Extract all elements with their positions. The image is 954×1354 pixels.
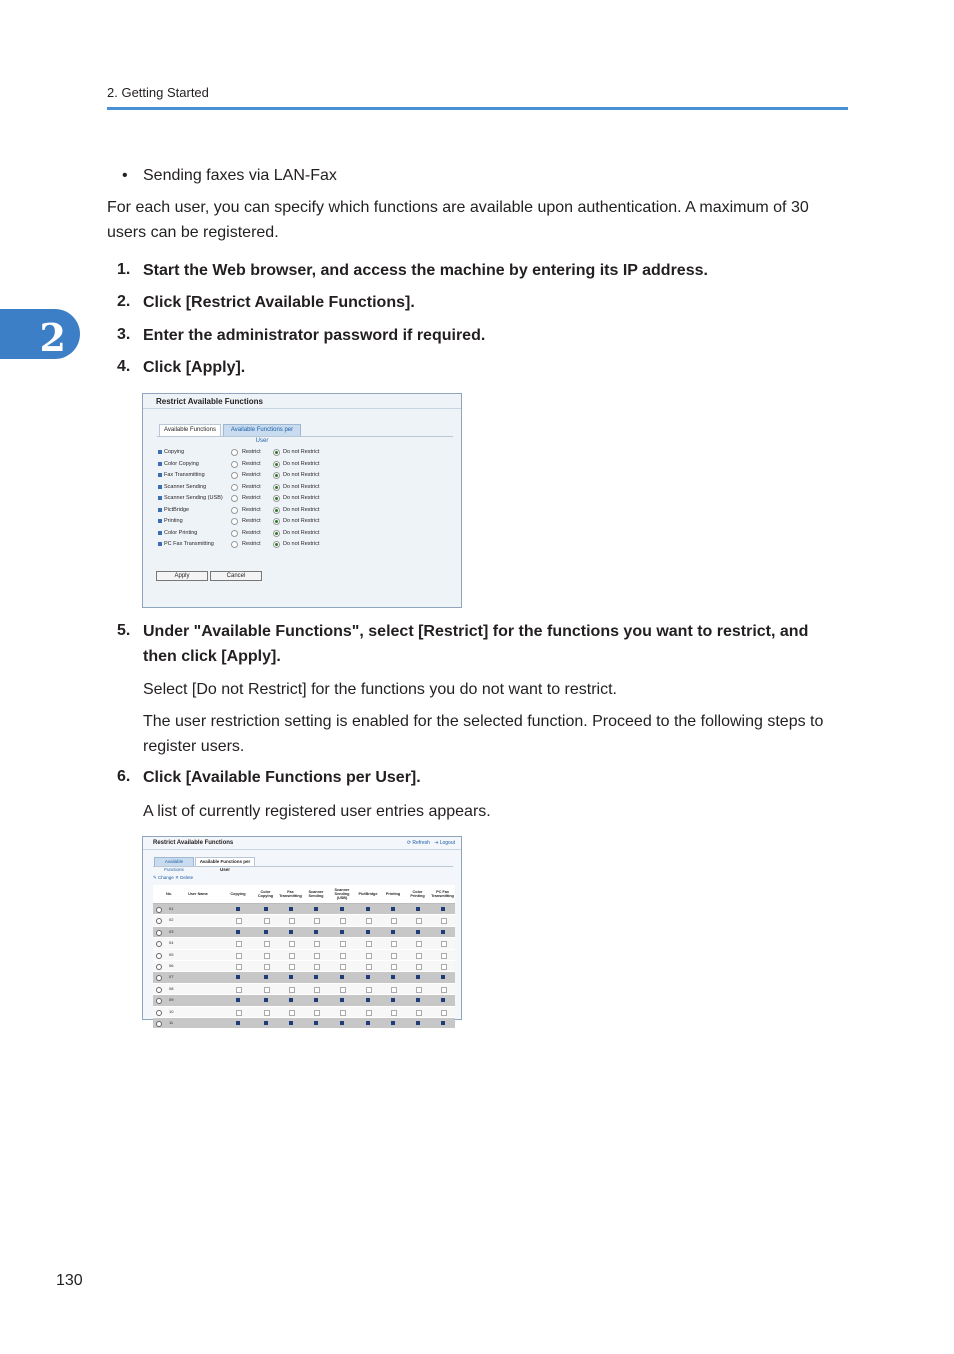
page-number: 130 <box>56 1272 83 1289</box>
step-note: A list of currently registered user entries appears. <box>143 803 491 820</box>
step-text: then click [Apply]. <box>143 648 281 665</box>
row-number: 04 <box>169 940 174 946</box>
row-number: 06 <box>169 962 174 968</box>
function-checkbox[interactable] <box>314 907 318 911</box>
function-checkbox[interactable] <box>416 998 420 1002</box>
do-not-restrict-label: Do not Restrict <box>283 449 320 455</box>
function-checkbox[interactable] <box>391 953 397 959</box>
do-not-restrict-label: Do not Restrict <box>283 529 320 536</box>
do-not-restrict-radio[interactable] <box>273 541 280 548</box>
do-not-restrict-radio[interactable] <box>273 518 280 525</box>
logout-link[interactable]: Logout <box>439 840 455 846</box>
table-row[interactable] <box>153 950 455 961</box>
row-select-radio[interactable] <box>156 998 162 1004</box>
function-checkbox[interactable] <box>391 964 397 970</box>
step-text: Click [Restrict Available Functions]. <box>143 294 415 311</box>
table-row[interactable] <box>153 995 455 1006</box>
table-row[interactable] <box>153 904 455 915</box>
function-checkbox[interactable] <box>340 930 344 934</box>
function-row <box>158 459 358 469</box>
function-checkbox[interactable] <box>314 998 318 1002</box>
refresh-link[interactable]: Refresh <box>412 840 430 846</box>
function-checkbox[interactable] <box>366 907 370 911</box>
row-select-radio[interactable] <box>156 987 162 993</box>
step-number: 6. <box>117 768 131 785</box>
table-row[interactable] <box>153 915 455 926</box>
table-row[interactable] <box>153 984 455 995</box>
function-checkbox[interactable] <box>314 918 320 924</box>
bullet-text: Sending faxes via LAN-Fax <box>143 167 337 184</box>
function-checkbox[interactable] <box>416 941 422 947</box>
function-checkbox[interactable] <box>441 918 447 924</box>
step-note: Select [Do not Restrict] for the functions you do not want to restrict. <box>143 681 617 698</box>
function-checkbox[interactable] <box>289 953 295 959</box>
column-header: Color Copying <box>257 890 274 898</box>
function-checkbox[interactable] <box>314 1010 320 1016</box>
function-checkbox[interactable] <box>264 1010 270 1016</box>
do-not-restrict-radio[interactable] <box>273 484 280 491</box>
function-checkbox[interactable] <box>441 998 445 1002</box>
do-not-restrict-label: Do not Restrict <box>283 506 320 513</box>
column-header: Printing <box>385 892 401 896</box>
function-checkbox[interactable] <box>289 964 295 970</box>
function-checkbox[interactable] <box>416 987 422 993</box>
function-checkbox[interactable] <box>236 941 242 947</box>
bullet-square-icon <box>158 485 162 489</box>
function-checkbox[interactable] <box>264 998 268 1002</box>
function-checkbox[interactable] <box>441 941 447 947</box>
function-checkbox[interactable] <box>416 953 422 959</box>
function-row <box>158 493 358 503</box>
function-checkbox[interactable] <box>289 998 293 1002</box>
function-checkbox[interactable] <box>264 953 270 959</box>
row-select-radio[interactable] <box>156 1010 162 1016</box>
row-number: 01 <box>169 906 174 911</box>
function-checkbox[interactable] <box>289 918 295 924</box>
function-name: Copying <box>164 449 185 455</box>
function-checkbox[interactable] <box>289 1010 295 1016</box>
function-checkbox[interactable] <box>340 998 344 1002</box>
step-text: Enter the administrator password if required. <box>143 327 486 344</box>
function-checkbox[interactable] <box>236 998 240 1002</box>
user-list-screenshot <box>142 836 462 1025</box>
function-checkbox[interactable] <box>340 907 344 911</box>
restrict-label: Restrict <box>242 483 261 490</box>
do-not-restrict-radio[interactable] <box>273 461 280 468</box>
function-name: Scanner Sending <box>164 483 207 490</box>
function-checkbox[interactable] <box>236 930 240 934</box>
intro-line-1: For each user, you can specify which functions are available upon authentication. A maximum of 30 <box>107 199 809 216</box>
function-checkbox[interactable] <box>366 964 372 970</box>
divider <box>143 849 461 850</box>
row-select-radio[interactable] <box>156 941 162 947</box>
function-checkbox[interactable] <box>391 1021 395 1025</box>
restrict-label: Restrict <box>242 518 261 524</box>
function-row <box>158 528 358 538</box>
function-checkbox[interactable] <box>289 907 293 911</box>
restrict-radio[interactable] <box>231 461 238 468</box>
column-header: Fax Transmitting <box>279 890 302 898</box>
row-number: 07 <box>169 974 174 980</box>
function-checkbox[interactable] <box>340 941 346 947</box>
row-number: 05 <box>169 951 174 957</box>
row-number: 09 <box>169 997 174 1003</box>
tab-available-functions[interactable]: Available Functions <box>154 857 194 867</box>
function-checkbox[interactable] <box>366 998 370 1002</box>
column-header: Scanner Sending <box>308 890 324 898</box>
screenshot-title: Restrict Available Functions <box>153 840 234 846</box>
row-number: 03 <box>169 928 174 934</box>
table-row[interactable] <box>153 1007 455 1018</box>
bullet-square-icon <box>158 531 162 535</box>
bullet-square-icon <box>158 496 162 500</box>
function-checkbox[interactable] <box>416 907 420 911</box>
row-select-radio[interactable] <box>156 953 162 959</box>
function-checkbox[interactable] <box>441 987 447 993</box>
function-checkbox[interactable] <box>264 941 270 947</box>
function-checkbox[interactable] <box>236 987 242 993</box>
function-checkbox[interactable] <box>314 1021 318 1025</box>
table-row[interactable] <box>153 927 455 938</box>
function-checkbox[interactable] <box>236 964 242 970</box>
function-checkbox[interactable] <box>340 964 346 970</box>
action-bar <box>153 875 193 881</box>
step-number: 2. <box>117 293 131 310</box>
function-checkbox[interactable] <box>366 953 372 959</box>
step-text: Click [Available Functions per User]. <box>143 769 421 786</box>
restrict-label: Restrict <box>242 460 261 467</box>
function-checkbox[interactable] <box>264 907 268 911</box>
delete-button[interactable]: Delete <box>180 875 194 880</box>
do-not-restrict-label: Do not Restrict <box>283 518 320 524</box>
row-number: 10 <box>169 1008 174 1014</box>
function-row <box>158 516 358 526</box>
step-note: The user restriction setting is enabled for the selected function. Proceed to the following steps to <box>143 713 824 730</box>
function-checkbox[interactable] <box>340 987 346 993</box>
bullet-square-icon <box>158 542 162 546</box>
function-checkbox[interactable] <box>340 1021 344 1025</box>
function-checkbox[interactable] <box>314 987 320 993</box>
step-text: Start the Web browser, and access the machine by entering its IP address. <box>143 262 708 279</box>
step-number: 1. <box>117 261 131 278</box>
divider <box>153 866 453 867</box>
row-number: 02 <box>169 917 174 923</box>
row-number: 11 <box>169 1019 174 1025</box>
tab-available-functions[interactable]: Available Functions <box>159 424 221 437</box>
do-not-restrict-label: Do not Restrict <box>283 472 320 478</box>
function-checkbox[interactable] <box>366 975 370 979</box>
user-table <box>153 885 455 1029</box>
do-not-restrict-radio[interactable] <box>273 530 280 537</box>
row-select-radio[interactable] <box>156 930 162 936</box>
column-header: PC Fax Transmitting <box>431 890 454 898</box>
refresh-icon: ⟳ <box>406 840 412 846</box>
do-not-restrict-radio[interactable] <box>273 449 280 456</box>
function-checkbox[interactable] <box>391 941 397 947</box>
function-checkbox[interactable] <box>366 918 372 924</box>
do-not-restrict-label: Do not Restrict <box>283 495 320 501</box>
divider <box>143 408 461 409</box>
delete-icon: ✕ <box>175 875 179 880</box>
restrict-radio[interactable] <box>231 507 238 514</box>
function-checkbox[interactable] <box>441 964 447 970</box>
function-checkbox[interactable] <box>416 1010 422 1016</box>
function-checkbox[interactable] <box>264 975 268 979</box>
function-name: PC Fax Transmitting <box>164 541 214 547</box>
bullet-square-icon <box>158 462 162 466</box>
function-row <box>158 505 358 515</box>
row-select-radio[interactable] <box>156 964 162 970</box>
function-checkbox[interactable] <box>391 907 395 911</box>
function-row <box>158 447 358 457</box>
logout-icon: ⇥ <box>434 840 439 846</box>
column-header: PictBridge <box>358 892 378 896</box>
function-name: Color Copying <box>164 460 199 467</box>
function-checkbox[interactable] <box>391 918 397 924</box>
bullet-square-icon <box>158 508 162 512</box>
function-checkbox[interactable] <box>441 1010 447 1016</box>
function-checkbox[interactable] <box>441 975 445 979</box>
column-header: User Name <box>188 892 208 896</box>
function-checkbox[interactable] <box>416 964 422 970</box>
step-number: 3. <box>117 326 131 343</box>
step-text: Under "Available Functions", select [Restrict] for the functions you want to restrict, and <box>143 623 809 640</box>
function-row <box>158 482 358 492</box>
intro-line-2: users can be registered. <box>107 224 279 241</box>
function-checkbox[interactable] <box>314 941 320 947</box>
restrict-radio[interactable] <box>231 530 238 537</box>
restrict-functions-screenshot <box>142 393 462 608</box>
function-checkbox[interactable] <box>391 930 395 934</box>
chapter-number: 2 <box>39 315 66 360</box>
restrict-label: Restrict <box>242 495 261 501</box>
function-checkbox[interactable] <box>391 998 395 1002</box>
function-checkbox[interactable] <box>264 930 268 934</box>
change-button[interactable]: Change <box>158 875 174 880</box>
function-name: Scanner Sending (USB) <box>164 495 223 501</box>
function-name: PictBridge <box>164 506 190 513</box>
column-header: Copying <box>230 892 246 896</box>
function-checkbox[interactable] <box>366 930 370 934</box>
function-checkbox[interactable] <box>441 953 447 959</box>
function-checkbox[interactable] <box>236 1010 242 1016</box>
function-checkbox[interactable] <box>289 975 293 979</box>
function-checkbox[interactable] <box>264 987 270 993</box>
row-select-radio[interactable] <box>156 918 162 924</box>
restrict-label: Restrict <box>242 529 261 536</box>
function-name: Fax Transmitting <box>164 472 205 478</box>
table-row[interactable] <box>153 972 455 983</box>
screenshot-title: Restrict Available Functions <box>156 397 263 406</box>
function-checkbox[interactable] <box>289 930 293 934</box>
function-row <box>158 470 358 480</box>
restrict-label: Restrict <box>242 449 261 455</box>
function-checkbox[interactable] <box>441 930 445 934</box>
do-not-restrict-label: Do not Restrict <box>283 541 320 547</box>
function-checkbox[interactable] <box>264 1021 268 1025</box>
function-checkbox[interactable] <box>340 1010 346 1016</box>
do-not-restrict-radio[interactable] <box>273 507 280 514</box>
function-checkbox[interactable] <box>314 975 318 979</box>
restrict-radio[interactable] <box>231 495 238 502</box>
table-row[interactable] <box>153 938 455 949</box>
cancel-button[interactable]: Cancel <box>210 571 262 581</box>
function-checkbox[interactable] <box>416 930 420 934</box>
row-select-radio[interactable] <box>156 907 162 913</box>
step-text: Click [Apply]. <box>143 359 246 376</box>
function-checkbox[interactable] <box>289 1021 293 1025</box>
function-name: Color Printing <box>164 529 198 536</box>
row-select-radio[interactable] <box>156 975 162 981</box>
function-checkbox[interactable] <box>416 1021 420 1025</box>
function-checkbox[interactable] <box>416 975 420 979</box>
column-header: No. <box>165 892 173 896</box>
header-rule <box>107 107 848 110</box>
function-checkbox[interactable] <box>391 1010 397 1016</box>
function-checkbox[interactable] <box>314 930 318 934</box>
function-checkbox[interactable] <box>289 987 295 993</box>
step-note: register users. <box>143 738 245 755</box>
tab-available-functions-per-user[interactable]: Available Functions per User <box>223 424 301 437</box>
function-checkbox[interactable] <box>366 987 372 993</box>
function-name: Printing <box>164 518 183 524</box>
header-links <box>407 840 455 846</box>
restrict-label: Restrict <box>242 506 261 513</box>
restrict-radio[interactable] <box>231 449 238 456</box>
do-not-restrict-label: Do not Restrict <box>283 483 320 490</box>
bullet-square-icon <box>158 473 162 477</box>
function-checkbox[interactable] <box>314 953 320 959</box>
table-row[interactable] <box>153 1018 455 1029</box>
function-checkbox[interactable] <box>340 975 344 979</box>
function-checkbox[interactable] <box>236 975 240 979</box>
function-checkbox[interactable] <box>366 1021 370 1025</box>
do-not-restrict-label: Do not Restrict <box>283 460 320 467</box>
column-header: Scanner Sending (USB) <box>334 888 350 900</box>
function-checkbox[interactable] <box>340 953 346 959</box>
function-checkbox[interactable] <box>264 918 270 924</box>
divider <box>157 436 453 437</box>
row-number: 08 <box>169 985 174 991</box>
running-header: 2. Getting Started <box>107 85 209 100</box>
restrict-radio[interactable] <box>231 541 238 548</box>
function-checkbox[interactable] <box>391 975 395 979</box>
function-checkbox[interactable] <box>236 953 242 959</box>
row-select-radio[interactable] <box>156 1021 162 1027</box>
function-checkbox[interactable] <box>236 918 242 924</box>
table-row[interactable] <box>153 961 455 972</box>
restrict-label: Restrict <box>242 541 261 547</box>
function-row <box>158 539 358 549</box>
restrict-radio[interactable] <box>231 472 238 479</box>
restrict-label: Restrict <box>242 472 261 478</box>
do-not-restrict-radio[interactable] <box>273 495 280 502</box>
step-number: 5. <box>117 622 131 639</box>
bullet-dot: • <box>122 167 128 184</box>
table-header <box>153 885 455 904</box>
bullet-square-icon <box>158 450 162 454</box>
chapter-tab <box>0 309 80 359</box>
function-checkbox[interactable] <box>441 907 445 911</box>
restrict-radio[interactable] <box>231 484 238 491</box>
function-checkbox[interactable] <box>366 1010 372 1016</box>
tab-available-functions-per-user[interactable]: Available Functions per User <box>195 857 255 867</box>
function-checkbox[interactable] <box>236 1021 240 1025</box>
function-checkbox[interactable] <box>391 987 397 993</box>
step-number: 4. <box>117 358 131 375</box>
function-checkbox[interactable] <box>441 1021 445 1025</box>
bullet-square-icon <box>158 519 162 523</box>
do-not-restrict-radio[interactable] <box>273 472 280 479</box>
function-checkbox[interactable] <box>236 907 240 911</box>
restrict-radio[interactable] <box>231 518 238 525</box>
change-icon: ✎ <box>153 875 157 880</box>
function-checkbox[interactable] <box>416 918 422 924</box>
function-checkbox[interactable] <box>366 941 372 947</box>
function-checkbox[interactable] <box>289 941 295 947</box>
function-checkbox[interactable] <box>264 964 270 970</box>
function-checkbox[interactable] <box>340 918 346 924</box>
column-header: Color Printing <box>410 890 425 898</box>
apply-button[interactable]: Apply <box>156 571 208 581</box>
function-checkbox[interactable] <box>314 964 320 970</box>
